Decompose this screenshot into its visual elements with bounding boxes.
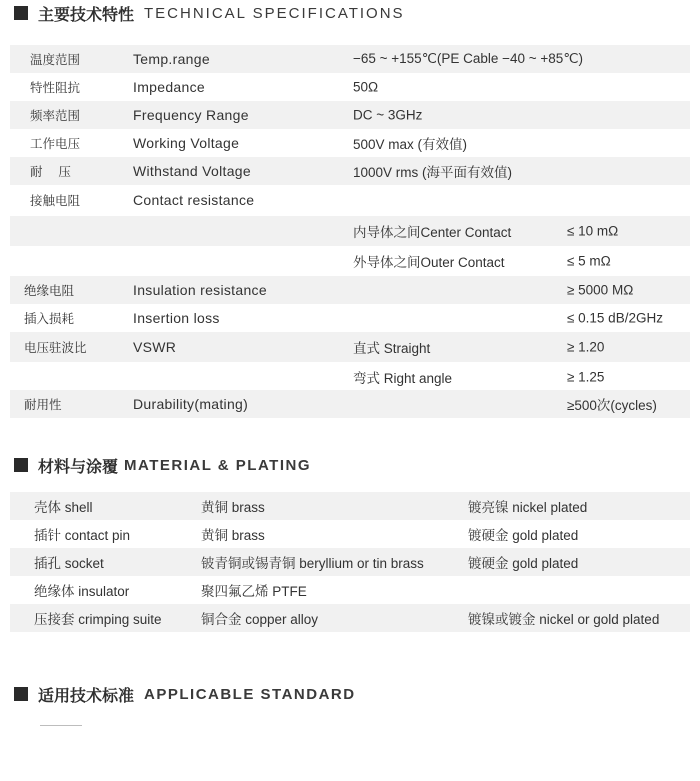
section-bullet-icon bbox=[14, 6, 28, 20]
material-part: 压接套 crimping suite bbox=[34, 612, 162, 627]
spec-label-cn: 耐用性 bbox=[24, 397, 62, 412]
spec-sub-label: 直式 Straight bbox=[353, 341, 431, 356]
standard-section-header bbox=[14, 682, 356, 706]
spec-label-en: Insertion loss bbox=[133, 310, 220, 326]
material-section-header bbox=[14, 453, 311, 477]
spec-row-insertion-loss bbox=[10, 304, 690, 332]
spec-sub-label: 内导体之间Center Contact bbox=[353, 225, 512, 240]
spec-label-en: Contact resistance bbox=[133, 192, 255, 208]
spec-row-outer-contact bbox=[10, 246, 690, 276]
spec-label-cn: 绝缘电阻 bbox=[24, 283, 75, 298]
spec-row-durability bbox=[10, 390, 690, 418]
material-material: 铜合金 copper alloy bbox=[201, 612, 319, 627]
material-part: 插针 contact pin bbox=[34, 528, 131, 543]
spec-row-impedance bbox=[10, 73, 690, 101]
specs-title-en: TECHNICAL SPECIFICATIONS bbox=[144, 4, 405, 22]
section-bullet-icon bbox=[14, 687, 28, 701]
material-title-en: MATERIAL & PLATING bbox=[124, 456, 312, 474]
spec-label-en: Working Voltage bbox=[133, 135, 240, 151]
material-part: 绝缘体 insulator bbox=[34, 584, 130, 599]
material-material: 黄铜 brass bbox=[201, 528, 265, 543]
spec-label-cn: 接触电阻 bbox=[30, 193, 81, 208]
material-title-cn: 材料与涂覆 bbox=[38, 456, 119, 476]
spec-value: ≤ 0.15 dB/2GHz bbox=[567, 310, 663, 326]
divider bbox=[40, 725, 82, 726]
spec-value: 500V max (有效值) bbox=[353, 137, 468, 152]
material-material: 聚四氟乙烯 PTFE bbox=[201, 584, 307, 599]
spec-row-insulation bbox=[10, 276, 690, 304]
spec-row-contact-resistance bbox=[10, 186, 690, 214]
material-material: 黄铜 brass bbox=[201, 500, 265, 515]
spec-value: −65 ~ +155℃(PE Cable −40 ~ +85℃) bbox=[353, 51, 583, 66]
spec-label-cn: 工作电压 bbox=[30, 136, 81, 151]
material-row bbox=[10, 520, 690, 548]
spec-label-en: Insulation resistance bbox=[133, 282, 267, 298]
spec-label-cn: 特性阻抗 bbox=[30, 80, 81, 95]
spec-value: DC ~ 3GHz bbox=[353, 107, 423, 123]
spec-label-cn: 温度范围 bbox=[30, 52, 81, 67]
spec-label-cn: 插入损耗 bbox=[24, 311, 75, 326]
material-plating: 镀硬金 gold plated bbox=[468, 556, 579, 571]
spec-value: 1000V rms (海平面有效值) bbox=[353, 165, 513, 180]
spec-label-cn: 电压驻波比 bbox=[24, 340, 87, 355]
specs-section-header bbox=[14, 1, 405, 25]
spec-label-en: VSWR bbox=[133, 339, 177, 355]
spec-row-withstand-voltage bbox=[10, 157, 690, 185]
spec-value: ≤ 5 mΩ bbox=[567, 253, 611, 269]
spec-sub-label: 外导体之间Outer Contact bbox=[353, 255, 505, 270]
spec-sub-label: 弯式 Right angle bbox=[353, 371, 453, 386]
spec-label-en: Impedance bbox=[133, 79, 205, 95]
material-row bbox=[10, 576, 690, 604]
material-row bbox=[10, 604, 690, 632]
spec-label-en: Temp.range bbox=[133, 51, 210, 67]
spec-value: ≥ 1.25 bbox=[567, 369, 605, 385]
material-row bbox=[10, 548, 690, 576]
standard-title-en: APPLICABLE STANDARD bbox=[144, 685, 356, 703]
material-part: 壳体 shell bbox=[34, 500, 93, 515]
material-plating: 镀亮镍 nickel plated bbox=[468, 500, 588, 515]
spec-row-vswr-right-angle bbox=[10, 362, 690, 392]
spec-value: ≤ 10 mΩ bbox=[567, 223, 619, 239]
standard-title-cn: 适用技术标准 bbox=[38, 685, 135, 705]
material-material: 铍青铜或锡青铜 beryllium or tin brass bbox=[201, 556, 424, 571]
spec-label-en: Withstand Voltage bbox=[133, 163, 251, 179]
spec-row-temp bbox=[10, 45, 690, 73]
spec-value: ≥ 5000 MΩ bbox=[567, 282, 634, 298]
spec-value: ≥500次(cycles) bbox=[567, 398, 657, 413]
section-bullet-icon bbox=[14, 458, 28, 472]
spec-value: ≥ 1.20 bbox=[567, 339, 605, 355]
spec-row-vswr-straight bbox=[10, 332, 690, 362]
material-part: 插孔 socket bbox=[34, 556, 104, 571]
specs-title-cn: 主要技术特性 bbox=[38, 4, 135, 24]
spec-label-cn: 耐 压 bbox=[30, 164, 71, 179]
spec-value: 50Ω bbox=[353, 79, 379, 95]
spec-label-cn: 频率范围 bbox=[30, 108, 81, 123]
material-plating: 镀镍或镀金 nickel or gold plated bbox=[468, 612, 660, 627]
material-plating: 镀硬金 gold plated bbox=[468, 528, 579, 543]
spec-row-working-voltage bbox=[10, 129, 690, 157]
spec-row-center-contact bbox=[10, 216, 690, 246]
spec-label-en: Durability(mating) bbox=[133, 396, 249, 412]
material-row bbox=[10, 492, 690, 520]
spec-row-frequency bbox=[10, 101, 690, 129]
spec-label-en: Frequency Range bbox=[133, 107, 249, 123]
